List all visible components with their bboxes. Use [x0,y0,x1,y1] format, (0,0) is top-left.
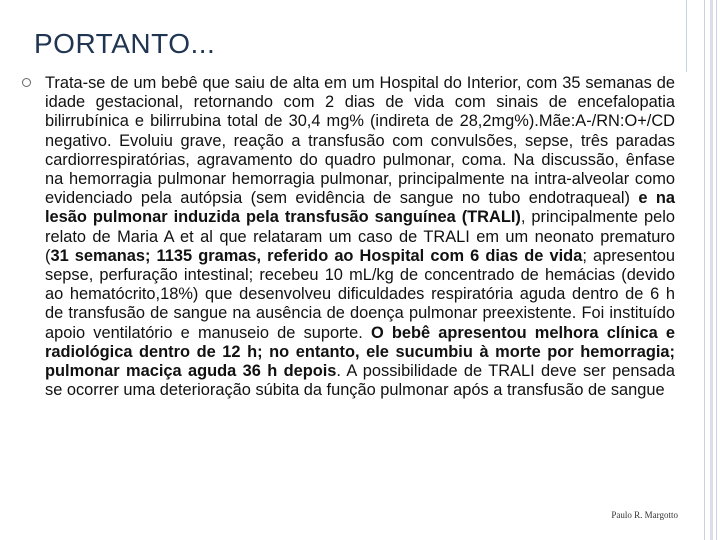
text-segment: . A possibilidade de TRALI deve ser pensada se ocorrer uma deterioração súbita da função pulmonar após a transfusão de sangue [45,362,675,400]
text-segment: Trata-se de um bebê que saiu de alta em um Hospital do Interior, com 35 semanas de idade gestacional, retornando com 2 dias de vida com sinais de encefalopatia bilirrubínica e bilirrubina total de 30,4 mg% (indireta de 28,2mg%).Mãe:A-/RN:O+/CD negativo. Evoluiu grave, reação a transfusão com convulsões, sepse, três paradas cardiorrespiratórias, agravamento do quadro pulmonar, coma. Na discussão, ênfase na hemorragia pulmonar hemorragia pulmonar, principalmente na intra-alveolar como evidenciado pela autópsia (sem evidência de sangue no tubo endotraqueal) [45,74,675,208]
slide-title: PORTANTO... [34,28,216,59]
bullet-marker-icon [22,78,31,90]
bold-segment: 31 semanas; 1135 gramas, referido ao Hospital com 6 dias de vida [50,246,583,265]
bullet-paragraph [45,74,675,400]
text-segment: ; apresentou sepse, perfuração intestinal; recebeu 10 mL/kg de concentrado de hemácias (devido ao hematócrito,18%) que desenvolveu dificuldades respiratória aguda dentro de 6 h de transfusão de sangue na ausência de doença pulmonar preexistente. Foi instituído apoio ventilatório e manuseio de suporte. [45,246,675,342]
text-segment: , principalmente pelo relato de Maria A et al que relataram um caso de TRALI em um neonato prematuro ( [45,208,675,265]
bold-segment: e na lesão pulmonar induzida pela transfusão sanguínea (TRALI) [45,189,675,227]
slide-border-decoration [686,0,720,540]
bold-segment: O bebê apresentou melhora clínica e radiológica dentro de 12 h; no entanto, ele sucumbiu à morte por hemorragia; pulmonar maciça aguda 36 h depois [45,323,675,381]
author-footer: Paulo R. Margotto [611,510,678,520]
